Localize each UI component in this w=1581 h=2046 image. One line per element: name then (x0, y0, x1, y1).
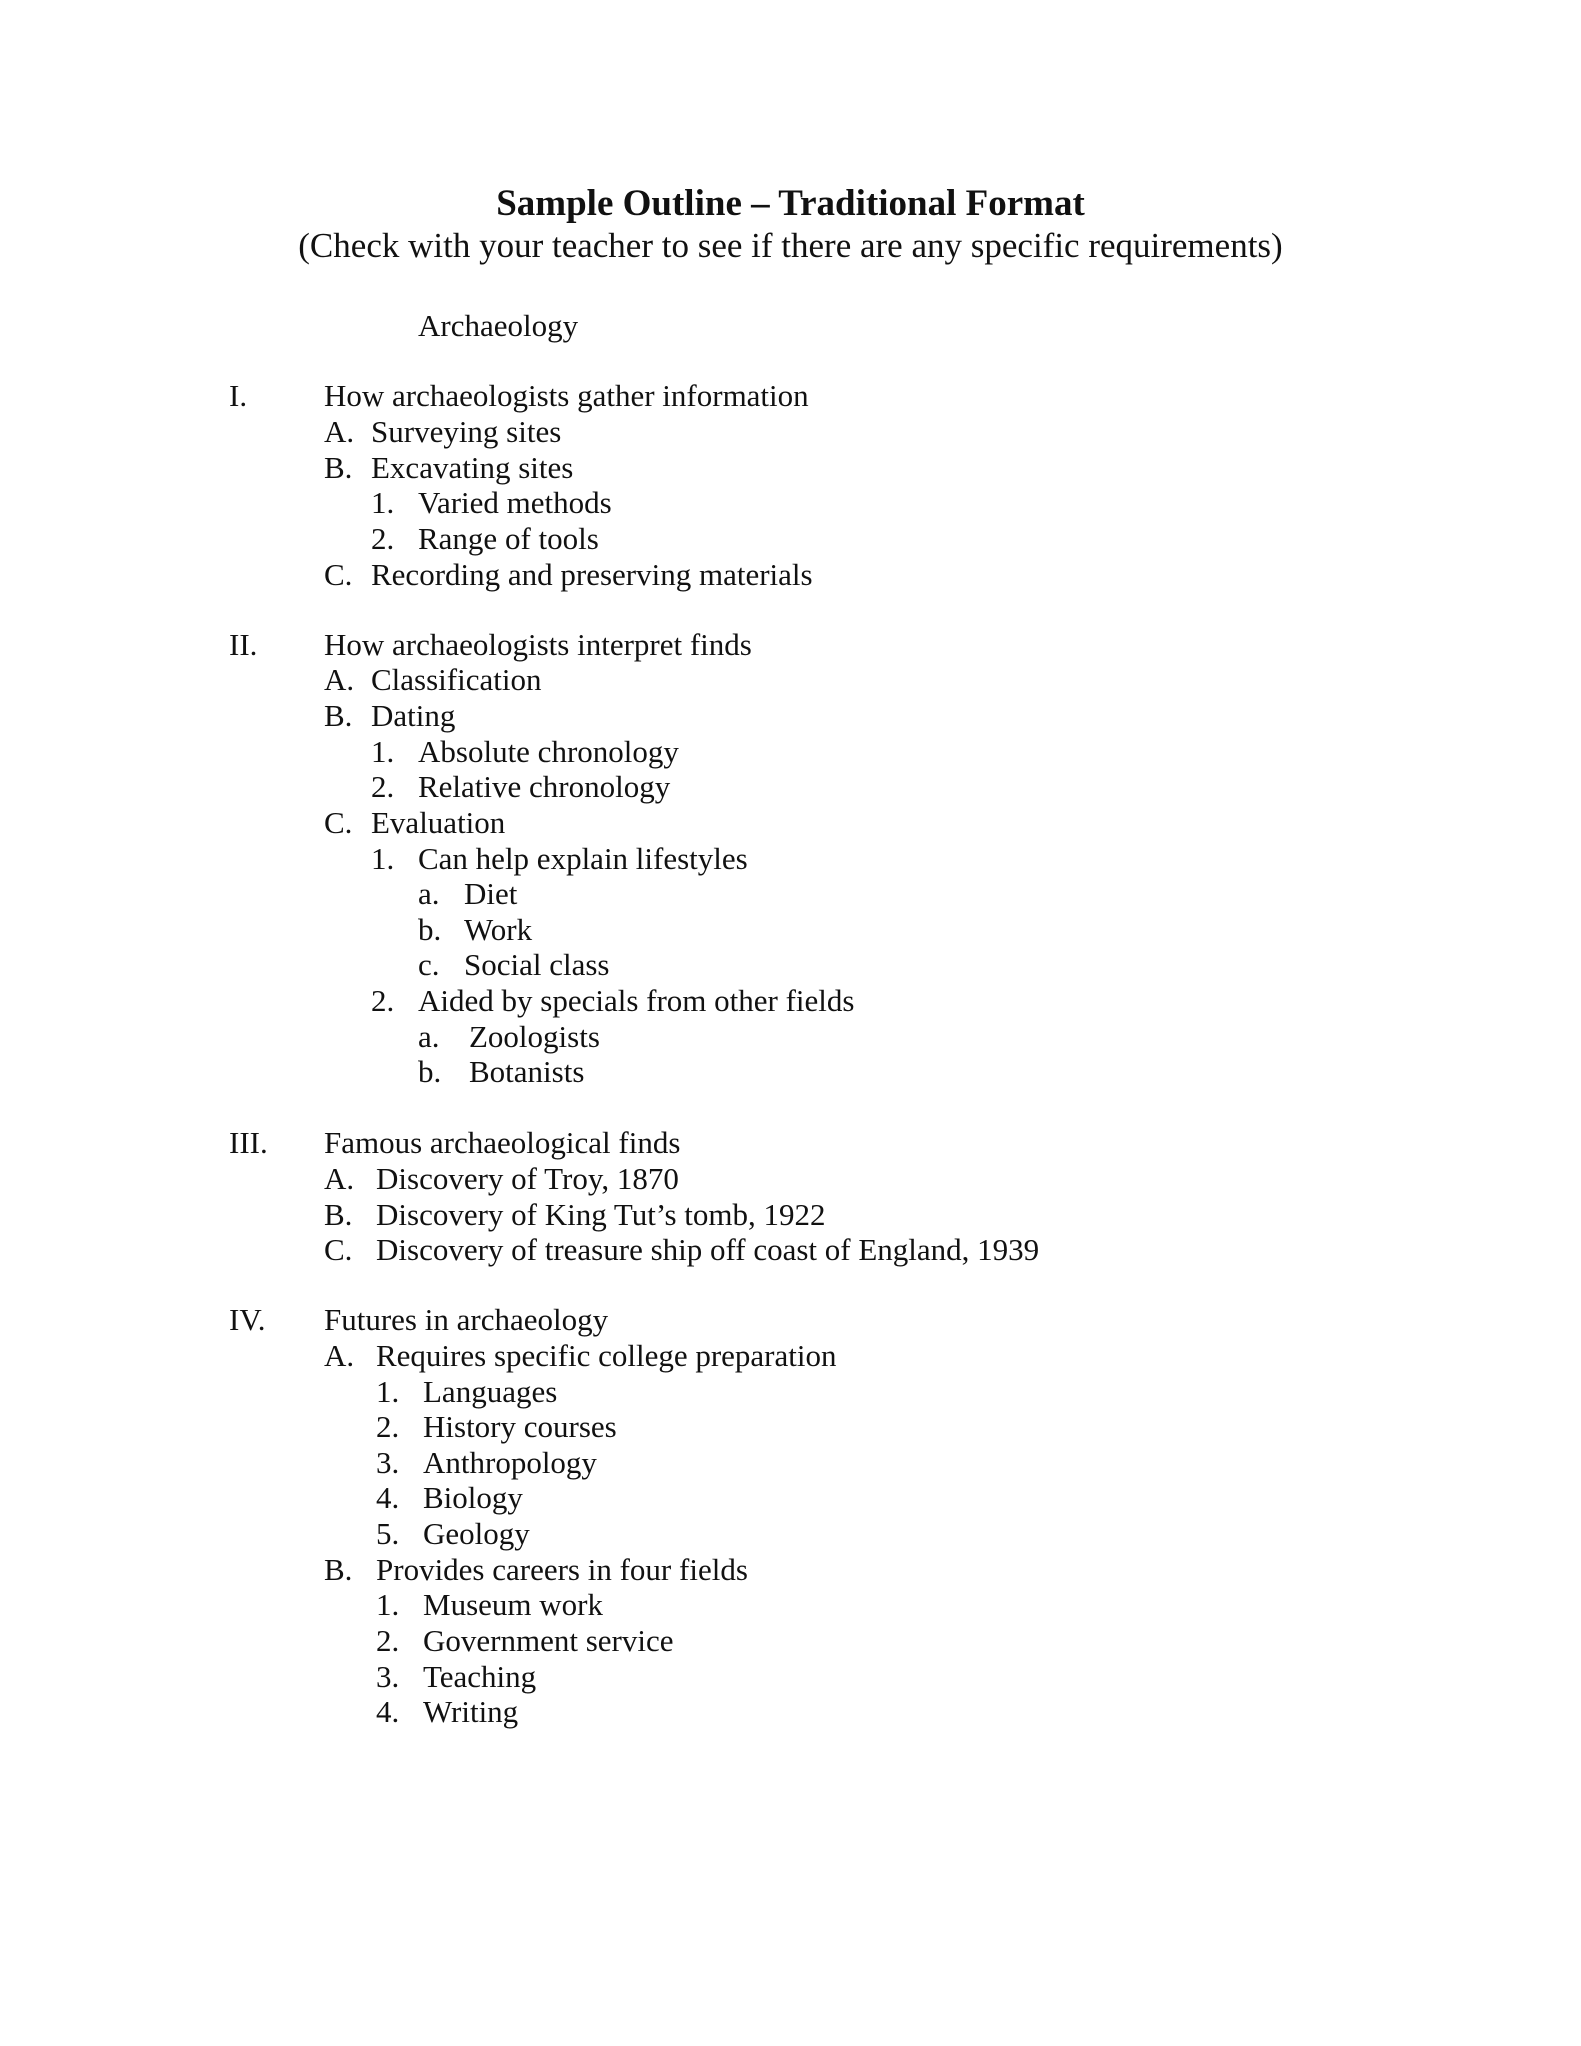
outline-marker: IV. (229, 1302, 266, 1337)
outline-text: Absolute chronology (418, 734, 679, 769)
outline-marker: I. (229, 378, 248, 413)
outline-marker: B. (324, 698, 353, 733)
outline-marker: 1. (371, 734, 395, 769)
outline-text: Recording and preserving materials (371, 557, 813, 592)
outline-text: Zoologists (469, 1019, 600, 1054)
outline-text: Classification (371, 662, 542, 697)
outline-text: Discovery of Troy, 1870 (376, 1161, 679, 1196)
outline-marker: 3. (376, 1445, 400, 1480)
outline-marker: B. (324, 450, 353, 485)
outline-marker: 2. (371, 521, 395, 556)
outline-text: Varied methods (418, 485, 612, 520)
outline-text: Biology (423, 1480, 523, 1515)
outline-marker: b. (418, 912, 442, 947)
outline-marker: III. (229, 1125, 268, 1160)
outline-text: Requires specific college preparation (376, 1338, 837, 1373)
outline-text: Dating (371, 698, 456, 733)
outline-text: Languages (423, 1374, 558, 1409)
outline-marker: B. (324, 1552, 353, 1587)
outline-marker: 2. (376, 1623, 400, 1658)
outline-marker: b. (418, 1054, 442, 1089)
outline-text: Government service (423, 1623, 674, 1658)
outline-heading: How archaeologists gather information (324, 378, 809, 413)
outline-marker: A. (324, 1338, 355, 1373)
outline-heading: Famous archaeological finds (324, 1125, 681, 1160)
outline-marker: 4. (376, 1480, 400, 1515)
outline-text: Diet (464, 876, 518, 911)
outline-marker: a. (418, 876, 440, 911)
outline-text: Aided by specials from other fields (418, 983, 855, 1018)
outline-text: Geology (423, 1516, 530, 1551)
outline-marker: 2. (376, 1409, 400, 1444)
outline-marker: 1. (371, 841, 395, 876)
outline-marker: 3. (376, 1659, 400, 1694)
outline-text: Relative chronology (418, 769, 671, 804)
outline-text: History courses (423, 1409, 617, 1444)
outline-text: Botanists (469, 1054, 585, 1089)
outline-text: Anthropology (423, 1445, 597, 1480)
outline-text: Writing (423, 1694, 519, 1729)
outline-marker: A. (324, 414, 355, 449)
outline-marker: 1. (376, 1374, 400, 1409)
outline-marker: 2. (371, 769, 395, 804)
outline-text: Surveying sites (371, 414, 562, 449)
outline-marker: a. (418, 1019, 440, 1054)
outline-text: Teaching (423, 1659, 537, 1694)
outline-marker: C. (324, 805, 353, 840)
page-subtitle: (Check with your teacher to see if there are any specific requirements) (298, 226, 1283, 265)
outline-text: Evaluation (371, 805, 506, 840)
outline-text: Work (464, 912, 533, 947)
outline-text: Discovery of treasure ship off coast of England, 1939 (376, 1232, 1040, 1267)
outline-text: Excavating sites (371, 450, 574, 485)
outline-text: Can help explain lifestyles (418, 841, 748, 876)
outline-text: Discovery of King Tut’s tomb, 1922 (376, 1197, 826, 1232)
outline-marker: 5. (376, 1516, 400, 1551)
outline-text: Social class (464, 947, 610, 982)
outline-heading: Futures in archaeology (324, 1302, 609, 1337)
outline-heading: How archaeologists interpret finds (324, 627, 752, 662)
outline-marker: c. (418, 947, 440, 982)
outline-marker: 4. (376, 1694, 400, 1729)
outline-topic: Archaeology (418, 308, 579, 343)
outline-marker: II. (229, 627, 258, 662)
outline-marker: B. (324, 1197, 353, 1232)
outline-marker: 2. (371, 983, 395, 1018)
outline-marker: 1. (376, 1587, 400, 1622)
outline-marker: A. (324, 1161, 355, 1196)
outline-text: Range of tools (418, 521, 599, 556)
outline-marker: 1. (371, 485, 395, 520)
outline-marker: A. (324, 662, 355, 697)
outline-marker: C. (324, 1232, 353, 1267)
page-title: Sample Outline – Traditional Format (496, 183, 1085, 224)
outline-text: Museum work (423, 1587, 603, 1622)
outline-text: Provides careers in four fields (376, 1552, 748, 1587)
outline-marker: C. (324, 557, 353, 592)
